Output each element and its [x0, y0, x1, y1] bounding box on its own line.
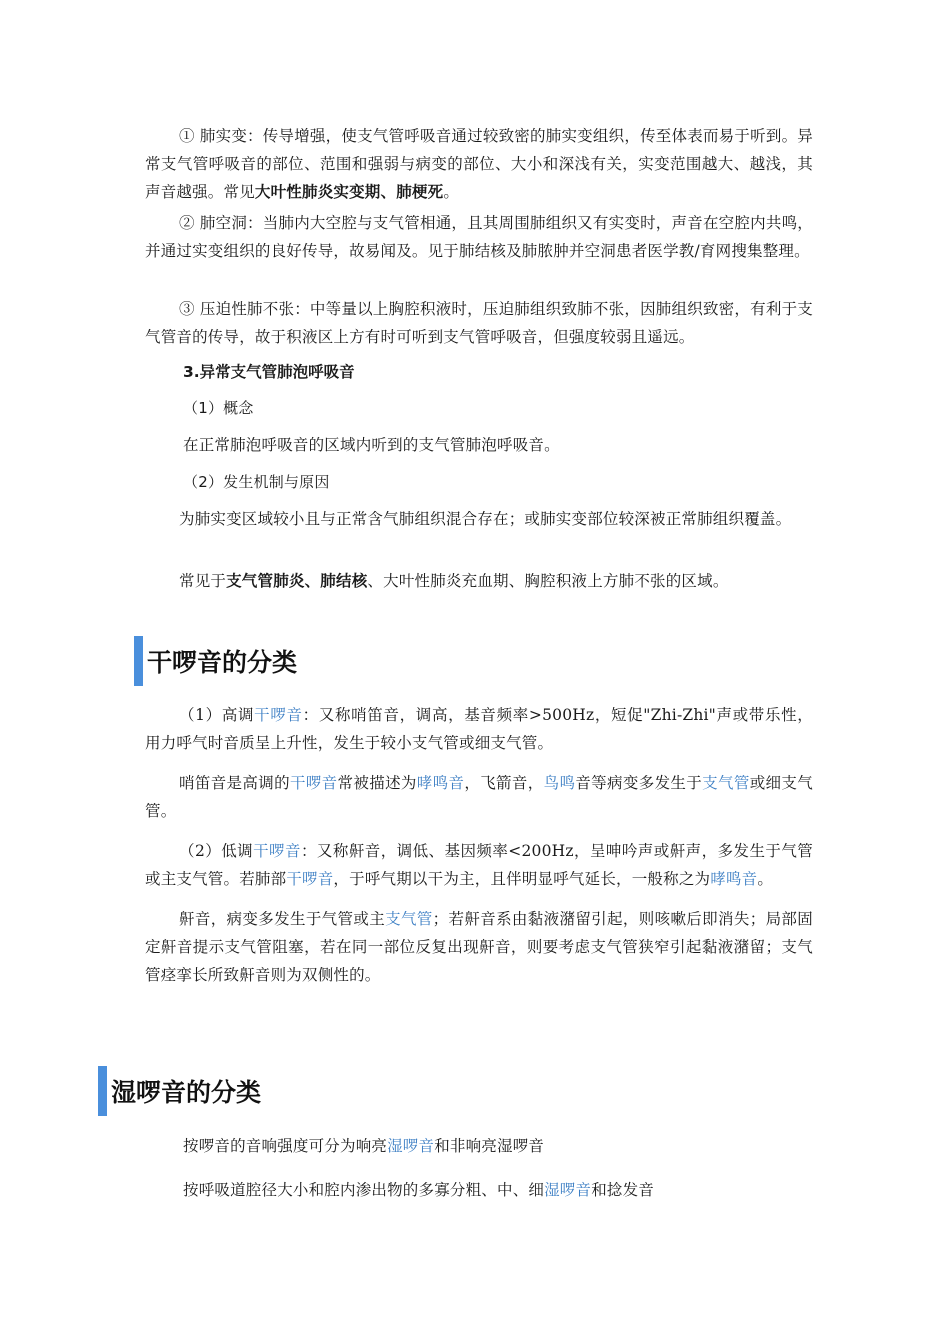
section-accent-bar	[134, 636, 143, 686]
subheading-mechanism: （2）发生机制与原因	[183, 473, 330, 491]
section-heading-dry-rales	[134, 636, 297, 686]
paragraph-low-pitched: （2）低调干啰音：又称鼾音，调低、基因频率<200Hz，呈呻吟声或鼾声，多发生于气管或主支气管。若肺部干啰音，于呼气期以干为主，且伴明显呼气延长，一般称之为哮鸣音。	[145, 842, 813, 888]
link-bronchus[interactable]: 支气管	[702, 774, 750, 792]
link-dry-rales[interactable]: 干啰音	[253, 842, 301, 860]
bold-text: 大叶性肺炎实变期、肺梗死	[254, 183, 444, 201]
bold-text: 支气管肺炎、肺结核	[226, 572, 368, 590]
link-dry-rales[interactable]: 干啰音	[289, 774, 338, 792]
section-accent-bar	[98, 1066, 107, 1116]
link-dry-rales[interactable]: 干啰音	[286, 870, 334, 888]
section-title: 干啰音的分类	[147, 648, 298, 677]
paragraph-lung-consolidation: ① 肺实变：传导增强，使支气管呼吸音通过较致密的肺实变组织，传至体表而易于听到。异常支气管呼吸音的部位、范围和强弱与病变的部位、大小和深浅有关，实变范围越大、越浅，其声音越强。常见大叶性肺炎实变期、肺梗死。	[145, 127, 813, 201]
link-wet-rales[interactable]: 湿啰音	[387, 1137, 435, 1155]
link-dry-rales[interactable]: 干啰音	[254, 706, 303, 724]
paragraph-common-causes: 常见于支气管肺炎、肺结核、大叶性肺炎充血期、胸腔积液上方肺不张的区域。	[179, 572, 729, 590]
paragraph-lung-cavity: ② 肺空洞：当肺内大空腔与支气管相通，且其周围肺组织又有实变时，声音在空腔内共鸣，并通过实变组织的良好传导，故易闻及。见于肺结核及肺脓肿并空洞患者医学教/育网搜集整理。	[145, 214, 813, 260]
paragraph-snore: 鼾音，病变多发生于气管或主支气管；若鼾音系由黏液潴留引起，则咳嗽后即消失；局部固定鼾音提示支气管阻塞，若在同一部位反复出现鼾音，则要考虑支气管狭窄引起黏液潴留；支气管痉挛长所致鼾音则为双侧性的。	[145, 910, 813, 984]
paragraph-atelectasis: ③ 压迫性肺不张：中等量以上胸腔积液时，压迫肺组织致肺不张，因肺组织致密，有利于支气管音的传导，故于积液区上方有时可听到支气管呼吸音，但强度较弱且遥远。	[145, 300, 813, 346]
paragraph-wet-intensity: 按啰音的音响强度可分为响亮湿啰音和非响亮湿啰音	[183, 1137, 545, 1155]
subheading-concept: （1）概念	[183, 399, 254, 417]
paragraph-whistle: 哨笛音是高调的干啰音常被描述为哮鸣音，飞箭音，鸟鸣音等病变多发生于支气管或细支气管。	[145, 774, 813, 820]
link-wheeze[interactable]: 哮鸣音	[710, 870, 758, 888]
paragraph-mechanism: 为肺实变区域较小且与正常含气肺组织混合存在；或肺实变部位较深被正常肺组织覆盖。	[179, 510, 792, 528]
link-bronchus[interactable]: 支气管	[385, 910, 433, 928]
paragraph-wet-size: 按呼吸道腔径大小和腔内渗出物的多寡分粗、中、细湿啰音和捻发音	[183, 1181, 655, 1199]
section-heading-wet-rales	[98, 1066, 261, 1116]
link-bird-song[interactable]: 鸟鸣	[543, 774, 576, 792]
subheading-abnormal-bronchovesicular: 3.异常支气管肺泡呼吸音	[183, 363, 355, 381]
paragraph-concept: 在正常肺泡呼吸音的区域内听到的支气管肺泡呼吸音。	[183, 436, 560, 454]
link-wet-rales[interactable]: 湿啰音	[544, 1181, 592, 1199]
paragraph-high-pitched: （1）高调干啰音：又称哨笛音，调高，基音频率>500Hz，短促"Zhi-Zhi"声或带乐性，用力呼气时音质呈上升性，发生于较小支气管或细支气管。	[145, 706, 813, 752]
section-title: 湿啰音的分类	[111, 1078, 262, 1107]
link-wheeze[interactable]: 哮鸣音	[416, 774, 465, 792]
